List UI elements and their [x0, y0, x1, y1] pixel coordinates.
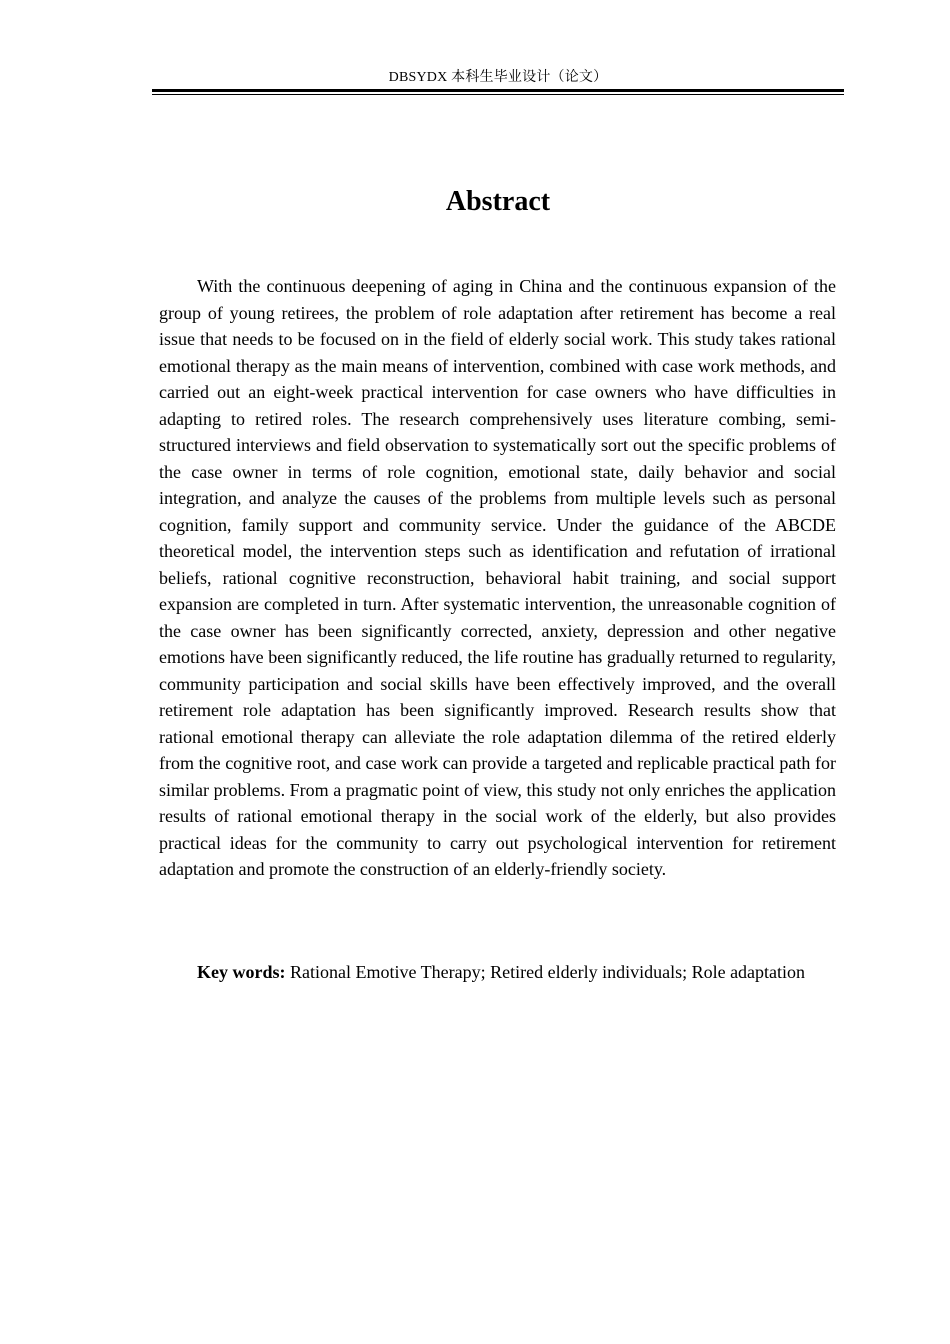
running-header: DBSYDX 本科生毕业设计（论文）: [388, 70, 608, 85]
keywords-text: Rational Emotive Therapy; Retired elderly individuals; Role adaptation: [285, 962, 806, 982]
keywords-label: Key words:: [197, 962, 286, 982]
keywords-paragraph: [159, 959, 836, 986]
abstract-paragraph: With the continuous deepening of aging in China and the continuous expansion of the group of young retirees, the problem of role adaptation after retirement has become a real issue that needs to be focused on in the field of elderly social work. This study takes rational emotional therapy as the main means of intervention, combined with case work methods, and carried out an eight-week practical intervention for case owners who have difficulties in adapting to retired roles. The research comprehensively uses literature combing, semi-structured interviews and field observation to systematically sort out the specific problems of the case owner in terms of role cognition, emotional state, daily behavior and social integration, and analyze the causes of the problems from multiple levels such as personal cognition, family support and community service. Under the guidance of the ABCDE theoretical model, the intervention steps such as identification and refutation of irrational beliefs, rational cognitive reconstruction, behavioral habit training, and social support expansion are completed in turn. After systematic intervention, the unreasonable cognition of the case owner has been significantly corrected, anxiety, depression and other negative emotions have been significantly reduced, the life routine has gradually returned to regularity, community participation and social skills have been effectively improved, and the overall retirement role adaptation has been significantly improved. Research results show that rational emotional therapy can alleviate the role adaptation dilemma of the retired elderly from the cognitive root, and case work can provide a targeted and replicable practical path for similar problems. From a pragmatic point of view, this study not only enriches the application results of rational emotional therapy in the social work of the elderly, but also provides practical ideas for the community to carry out psychological intervention for retirement adaptation and promote the construction of an elderly-friendly society.: [159, 276, 836, 879]
header-double-rule: [152, 89, 844, 95]
abstract-title: Abstract: [445, 186, 551, 217]
